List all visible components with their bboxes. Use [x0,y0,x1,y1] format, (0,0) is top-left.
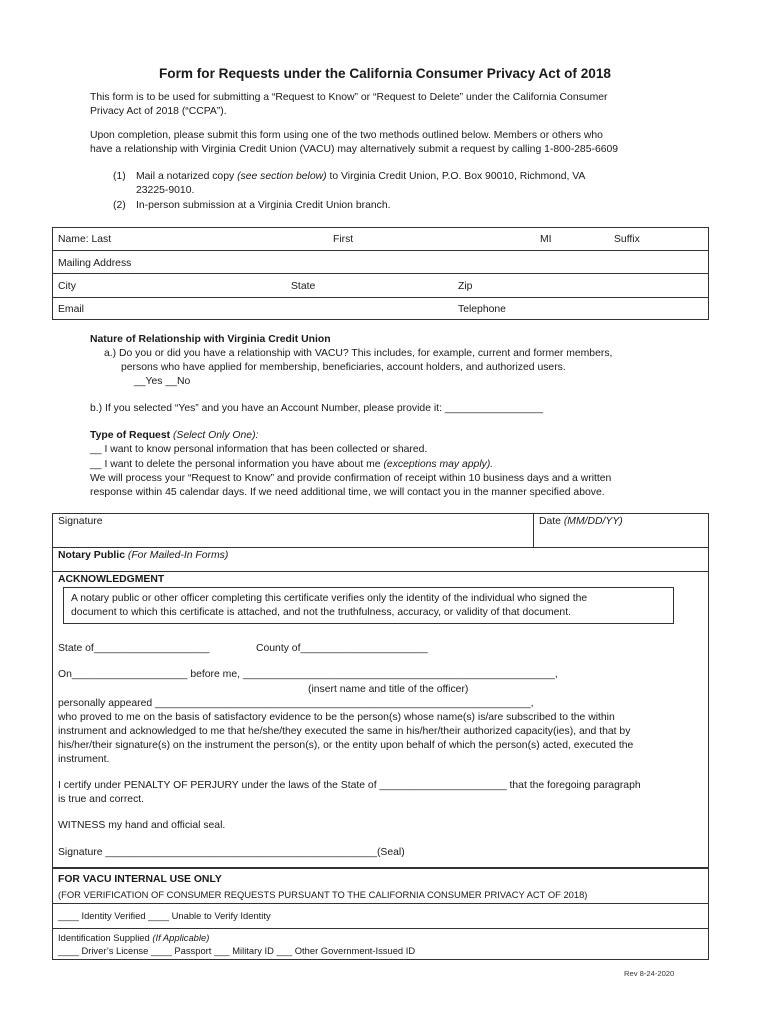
identity-verification-options[interactable]: ____ Identity Verified ____ Unable to Verify Identity [58,910,271,921]
relationship-question-a: a.) Do you or did you have a relationship with VACU? This includes, for example, current and former members, [104,348,613,359]
middle-initial-field[interactable]: MI [540,234,552,245]
proof-text-line-2: instrument and acknowledged to me that he/she/they executed the same in his/her/their authorized capacity(ies), and that by [58,726,631,737]
processing-info-line-2: response within 45 calendar days. If we need additional time, we will contact you in the manner specified above. [90,487,605,498]
name-last-field[interactable]: Name: Last [58,234,112,245]
state-field[interactable]: State [291,281,316,292]
id-supplied-label: Identification Supplied (If Applicable) [58,932,210,943]
divider [52,571,709,572]
acknowledgment-heading: ACKNOWLEDGMENT [58,574,165,585]
proof-text-line-3: his/her/their signature(s) on the instrument the person(s), or the entity upon behalf of which the person(s) acted, executed the [58,740,634,751]
state-of-field[interactable]: State of____________________ [58,643,210,654]
revision-date: Rev 8-24-2020 [624,969,675,978]
internal-use-heading: FOR VACU INTERNAL USE ONLY [58,874,222,885]
telephone-field[interactable]: Telephone [458,304,506,315]
processing-info-line-1: We will process your “Request to Know” and provide confirmation of receipt within 10 business days and a written [90,473,612,484]
notary-disclaimer-line-2: document to which this certificate is attached, and not the truthfulness, accuracy, or validity of that document. [71,607,571,618]
internal-use-subheading: (FOR VERIFICATION OF CONSUMER REQUESTS PURSUANT TO THE CALIFORNIA CONSUMER PRIVACY ACT OF 2018) [58,889,588,900]
mailing-address-field[interactable]: Mailing Address [58,258,132,269]
certify-state-field[interactable]: I certify under PENALTY OF PERJURY under the laws of the State of ______________________ that the foregoing paragraph [58,780,641,791]
notary-date-officer-field[interactable]: On____________________ before me, ______________________________________________________, [58,669,558,680]
divider [52,273,709,274]
relationship-heading: Nature of Relationship with Virginia Credit Union [90,334,331,345]
notary-disclaimer-line-1: A notary public or other officer completing this certificate verifies only the identity of the individual who signed the [71,593,588,604]
method-2-number: (2) [113,200,126,211]
yes-no-checkboxes[interactable]: __Yes __No [134,376,191,387]
method-1-text-line-2: 23225-9010. [136,185,195,196]
signature-field[interactable]: Signature [58,516,103,527]
request-type-heading: Type of Request (Select Only One): [90,430,259,441]
zip-field[interactable]: Zip [458,281,473,292]
proof-text-line-4: instrument. [58,754,110,765]
request-to-delete-option[interactable]: __ I want to delete the personal information you have about me (exceptions may apply). [90,459,494,470]
date-field[interactable]: Date (MM/DD/YY) [539,516,623,527]
intro-line-2: Privacy Act of 2018 (“CCPA”). [90,106,227,117]
method-1-number: (1) [113,171,126,182]
first-name-field[interactable]: First [333,234,354,245]
notary-heading: Notary Public (For Mailed-In Forms) [58,550,229,561]
intro-line-4: have a relationship with Virginia Credit Union (VACU) may alternatively submit a request by calling 1-800-285-6609 [90,144,619,155]
request-to-know-option[interactable]: __ I want to know personal information that has been collected or shared. [90,444,428,455]
county-of-field[interactable]: County of______________________ [256,643,428,654]
divider [52,250,709,251]
page-title: Form for Requests under the California Consumer Privacy Act of 2018 [159,66,611,81]
method-1-text: Mail a notarized copy (see section below) to Virginia Credit Union, P.O. Box 90010, Richmond, VA [136,171,586,182]
email-field[interactable]: Email [58,304,84,315]
notary-signature-field[interactable]: Signature _______________________________________________(Seal) [58,847,405,858]
witness-text: WITNESS my hand and official seal. [58,820,226,831]
certify-text-line-2: is true and correct. [58,794,145,805]
officer-note: (insert name and title of the officer) [308,684,469,695]
suffix-field[interactable]: Suffix [614,234,640,245]
intro-line-3: Upon completion, please submit this form using one of the two methods outlined below. Members or others who [90,130,603,141]
personally-appeared-field[interactable]: personally appeared _________________________________________________________________, [58,698,534,709]
id-type-options[interactable]: ____ Driver’s License ____ Passport ___ Military ID ___ Other Government-Issued ID [58,945,416,956]
intro-line-1: This form is to be used for submitting a “Request to Know” or “Request to Delete” under the California Consumer [90,92,608,103]
divider [52,903,709,904]
proof-text-line-1: who proved to me on the basis of satisfactory evidence to be the person(s) whose name(s) is/are subscribed to the within [58,712,615,723]
divider [52,297,709,298]
divider [533,513,534,548]
divider [52,928,709,929]
city-field[interactable]: City [58,281,76,292]
relationship-question-a-line-2: persons who have applied for membership, beneficiaries, account holders, and authorized users. [121,362,566,373]
method-2-text: In-person submission at a Virginia Credit Union branch. [136,200,391,211]
account-number-question[interactable]: b.) If you selected “Yes” and you have an Account Number, please provide it: _________________ [90,403,544,414]
